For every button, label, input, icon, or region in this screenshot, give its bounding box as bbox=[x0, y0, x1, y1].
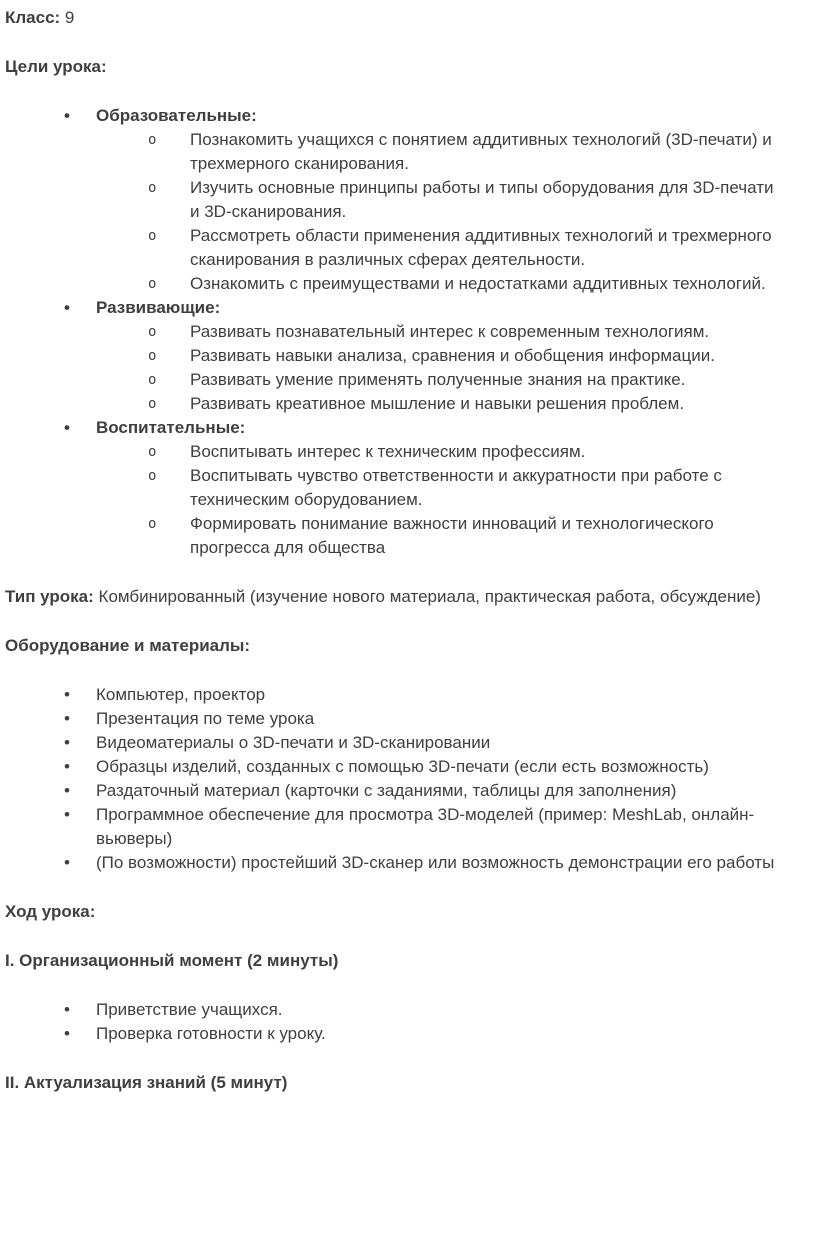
list-item bbox=[5, 128, 784, 176]
list-item-text: Компьютер, проектор bbox=[96, 685, 266, 704]
list-item-text: Раздаточный материал (карточки с заданиями, таблицы для заполнения) bbox=[96, 781, 677, 800]
circle-bullet-marker: o bbox=[148, 516, 157, 532]
circle-bullet-marker: o bbox=[148, 348, 157, 364]
list-item bbox=[5, 851, 784, 875]
section-heading: Оборудование и материалы: bbox=[5, 636, 251, 655]
list-item-text: Проверка готовности к уроку. bbox=[96, 1024, 326, 1043]
bullet-marker: • bbox=[64, 685, 70, 704]
list-item-text: Познакомить учащихся с понятием аддитивных технологий (3D-печати) и трехмерного сканирования. bbox=[190, 130, 772, 173]
list-item-text: Развивать креативное мышление и навыки решения проблем. bbox=[190, 394, 685, 413]
list-item bbox=[5, 707, 784, 731]
list-item-text: Презентация по теме урока bbox=[96, 709, 315, 728]
bullet-marker: • bbox=[64, 805, 70, 824]
list-item-text: Развивать навыки анализа, сравнения и обобщения информации. bbox=[190, 346, 715, 365]
list-item-text: Развивать умение применять полученные знания на практике. bbox=[190, 370, 686, 389]
list-item-text: Формировать понимание важности инноваций и технологического прогресса для общества bbox=[190, 514, 714, 557]
bullet-marker: • bbox=[64, 781, 70, 800]
list-item bbox=[5, 731, 784, 755]
bullet-marker: • bbox=[64, 709, 70, 728]
circle-bullet-marker: o bbox=[148, 372, 157, 388]
list-item bbox=[5, 320, 784, 344]
section-heading: II. Актуализация знаний (5 минут) bbox=[5, 1073, 288, 1092]
list-item bbox=[5, 296, 784, 320]
list-item bbox=[5, 440, 784, 464]
list-item bbox=[5, 755, 784, 779]
paragraph-label: Класс: bbox=[5, 8, 61, 27]
list-item-text: Воспитательные: bbox=[96, 418, 246, 437]
list-item bbox=[5, 1022, 784, 1046]
circle-bullet-marker: o bbox=[148, 324, 157, 340]
list-item bbox=[5, 803, 784, 851]
list-item bbox=[5, 344, 784, 368]
bullet-list bbox=[5, 998, 784, 1046]
list-item-text: Развивающие: bbox=[96, 298, 221, 317]
list-item bbox=[5, 998, 784, 1022]
bullet-marker: • bbox=[64, 418, 70, 437]
bullet-list bbox=[5, 683, 784, 875]
circle-bullet-marker: o bbox=[148, 180, 157, 196]
list-item bbox=[5, 272, 784, 296]
paragraph-text: 9 bbox=[60, 8, 75, 27]
list-item-text: Воспитывать интерес к техническим профессиям. bbox=[190, 442, 586, 461]
bullet-marker: • bbox=[64, 1024, 70, 1043]
circle-bullet-marker: o bbox=[148, 468, 157, 484]
paragraph bbox=[5, 6, 784, 30]
bullet-list bbox=[5, 104, 784, 560]
paragraph bbox=[5, 585, 784, 609]
list-item bbox=[5, 512, 784, 560]
list-item-text: Воспитывать чувство ответственности и аккуратности при работе с техническим оборудованием. bbox=[190, 466, 722, 509]
list-item bbox=[5, 224, 784, 272]
bullet-marker: • bbox=[64, 1000, 70, 1019]
list-item bbox=[5, 368, 784, 392]
bullet-marker: • bbox=[64, 106, 70, 125]
list-item bbox=[5, 683, 784, 707]
list-item-text: Развивать познавательный интерес к современным технологиям. bbox=[190, 322, 710, 341]
document-content bbox=[5, 6, 784, 1095]
circle-bullet-marker: o bbox=[148, 228, 157, 244]
section-heading: Ход урока: bbox=[5, 902, 96, 921]
list-item-text: Изучить основные принципы работы и типы оборудования для 3D-печати и 3D-сканирования. bbox=[190, 178, 774, 221]
section-heading: Цели урока: bbox=[5, 57, 107, 76]
list-item-text: Приветствие учащихся. bbox=[96, 1000, 283, 1019]
list-item-text: Видеоматериалы о 3D-печати и 3D-сканировании bbox=[96, 733, 491, 752]
circle-bullet-marker: o bbox=[148, 396, 157, 412]
list-item-text: Ознакомить с преимуществами и недостатками аддитивных технологий. bbox=[190, 274, 766, 293]
bullet-marker: • bbox=[64, 757, 70, 776]
list-item-text: Образцы изделий, созданных с помощью 3D-печати (если есть возможность) bbox=[96, 757, 709, 776]
paragraph-text: Комбинированный (изучение нового материала, практическая работа, обсуждение) bbox=[93, 587, 761, 606]
list-item bbox=[5, 779, 784, 803]
list-item bbox=[5, 104, 784, 128]
list-item bbox=[5, 416, 784, 440]
bullet-marker: • bbox=[64, 298, 70, 317]
bullet-marker: • bbox=[64, 733, 70, 752]
list-item bbox=[5, 464, 784, 512]
circle-bullet-marker: o bbox=[148, 132, 157, 148]
bullet-marker: • bbox=[64, 853, 70, 872]
section-heading: I. Организационный момент (2 минуты) bbox=[5, 951, 339, 970]
list-item bbox=[5, 392, 784, 416]
paragraph-label: Тип урока: bbox=[5, 587, 94, 606]
circle-bullet-marker: o bbox=[148, 276, 157, 292]
list-item bbox=[5, 176, 784, 224]
list-item-text: Программное обеспечение для просмотра 3D-моделей (пример: MeshLab, онлайн-вьюверы) bbox=[96, 805, 755, 848]
circle-bullet-marker: o bbox=[148, 444, 157, 460]
list-item-text: Образовательные: bbox=[96, 106, 257, 125]
list-item-text: Рассмотреть области применения аддитивных технологий и трехмерного сканирования в различных сферах деятельности. bbox=[190, 226, 772, 269]
list-item-text: (По возможности) простейший 3D-сканер или возможность демонстрации его работы bbox=[96, 853, 775, 872]
